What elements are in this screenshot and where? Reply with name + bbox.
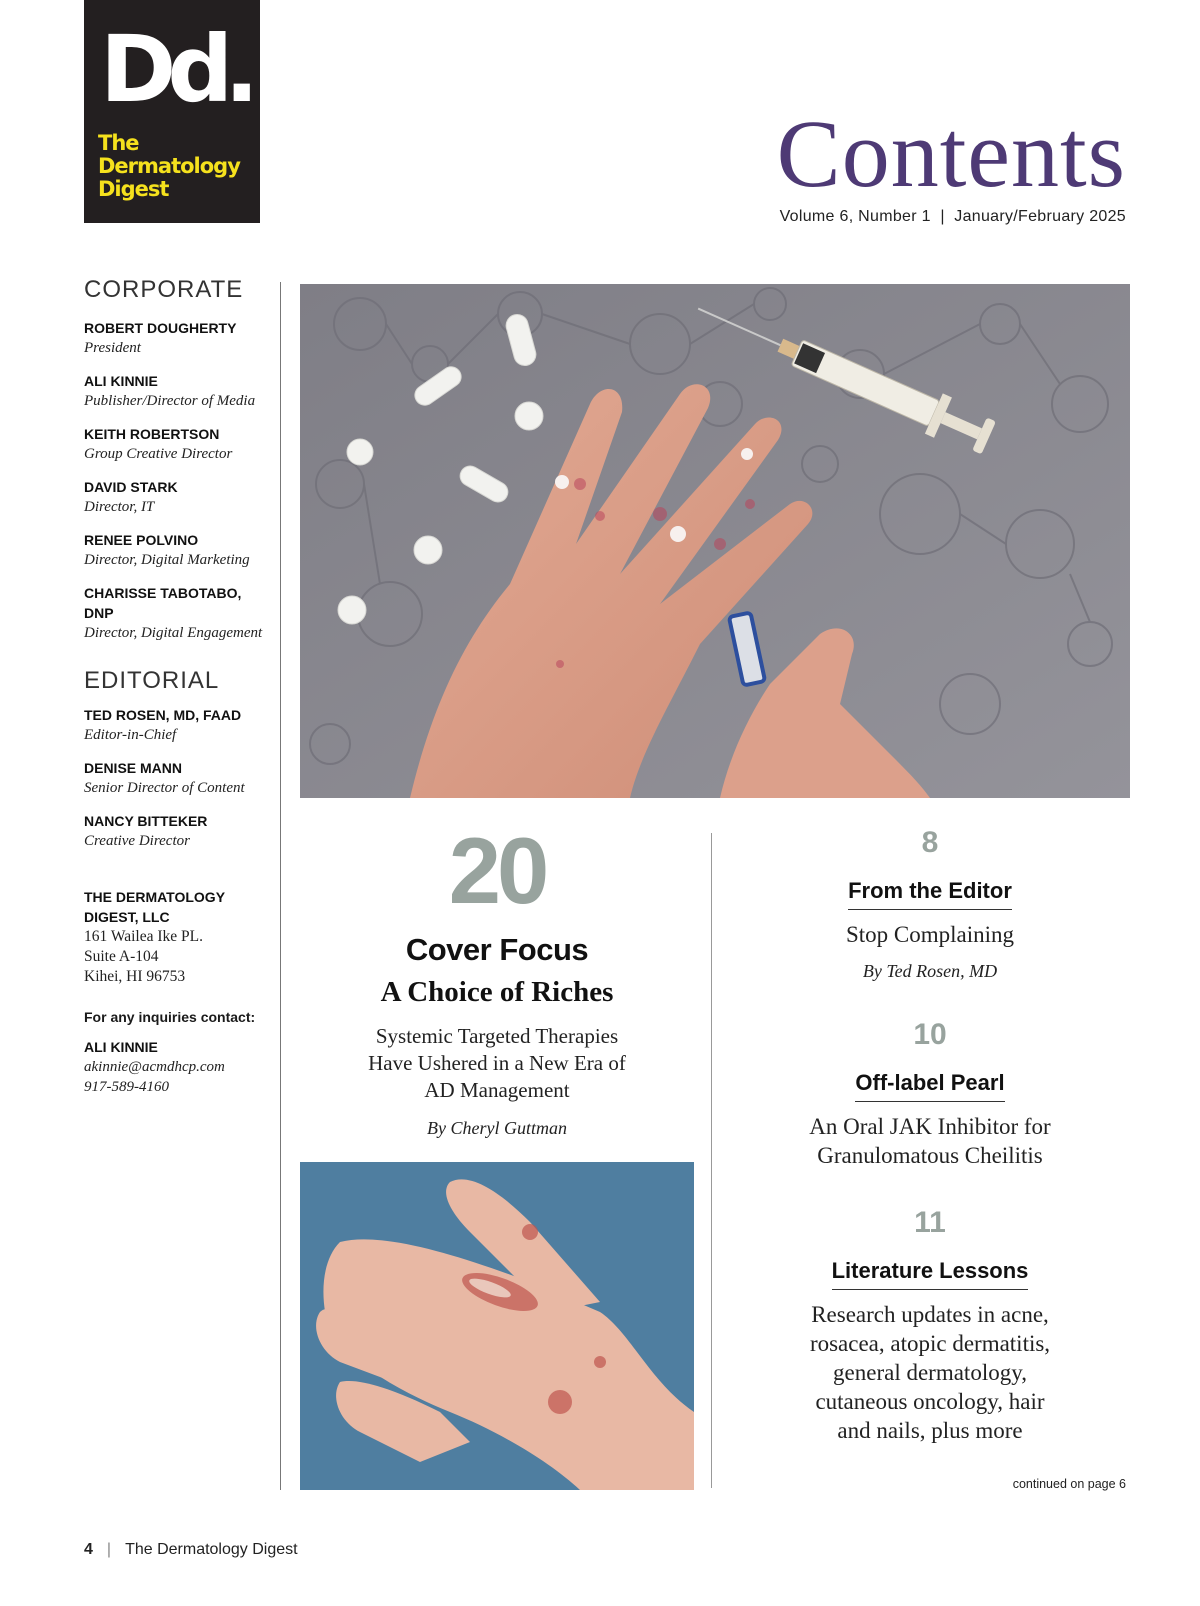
footer-publication: The Dermatology Digest: [125, 1541, 298, 1558]
cover-page-number: 20: [448, 818, 546, 923]
contents-item[interactable]: [740, 1020, 1120, 1170]
masthead-person: [84, 371, 274, 411]
person-name: KEITH ROBERTSON: [84, 426, 220, 442]
person-role: Director, Digital Marketing: [84, 552, 250, 568]
item-headline: Research updates in acne, rosacea, atopic dermatitis, general dermatology, cutaneous oncology, hair and nails, plus more: [809, 1302, 1051, 1443]
person-role: Senior Director of Content: [84, 780, 245, 796]
publication-logo: [84, 0, 260, 223]
footer-page-number: 4: [84, 1541, 93, 1558]
masthead-person: [84, 811, 274, 851]
item-page-number: 11: [914, 1206, 946, 1239]
company-name: THE DERMATOLOGY DIGEST, LLC: [84, 889, 225, 925]
corporate-heading: CORPORATE: [84, 276, 244, 303]
editorial-list: [84, 705, 274, 851]
person-role: Editor-in-Chief: [84, 727, 177, 743]
contact-phone: 917-589-4160: [84, 1079, 169, 1095]
item-department: From the Editor: [848, 878, 1012, 910]
contents-list: [740, 828, 1120, 1473]
item-headline: Stop Complaining: [845, 922, 1015, 947]
cover-dek: Systemic Targeted Therapies Have Ushered in a New Era of AD Management: [368, 1024, 626, 1102]
masthead-person: [84, 477, 274, 517]
contact-email[interactable]: akinnie@acmdhcp.com: [84, 1059, 225, 1075]
masthead-person: [84, 318, 274, 358]
masthead-person: [84, 758, 274, 798]
logo-line-1: The: [98, 131, 139, 155]
item-headline: An Oral JAK Inhibitor for Granulomatous Cheilitis: [809, 1114, 1051, 1168]
address-line-2: Suite A-104: [84, 948, 159, 965]
item-byline: By Ted Rosen, MD: [862, 961, 998, 981]
person-role: Director, IT: [84, 499, 155, 515]
person-role: Group Creative Director: [84, 446, 233, 462]
logo-wordmark: [98, 132, 240, 201]
person-role: Creative Director: [84, 833, 190, 849]
masthead-sidebar: [84, 276, 274, 1097]
cover-headline: A Choice of Riches: [380, 976, 614, 1008]
person-name: DAVID STARK: [84, 479, 178, 495]
address-line-3: Kihei, HI 96753: [84, 968, 186, 985]
item-department: Off-label Pearl: [855, 1070, 1004, 1102]
hero-photo: [300, 284, 1130, 798]
cover-department: Cover Focus: [405, 932, 589, 967]
company-block: [84, 887, 274, 1097]
editorial-heading: EDITORIAL: [84, 667, 220, 694]
item-page-number: 10: [913, 1018, 947, 1051]
masthead-person: [84, 424, 274, 464]
cover-photo: [300, 1162, 694, 1490]
masthead-person: [84, 583, 274, 643]
contents-item[interactable]: [740, 828, 1120, 982]
contact-name: ALI KINNIE: [84, 1039, 158, 1055]
person-name: DENISE MANN: [84, 760, 183, 776]
column-divider: [711, 833, 712, 1488]
sidebar-divider: [280, 282, 281, 1490]
person-name: ROBERT DOUGHERTY: [84, 320, 237, 336]
person-role: Publisher/Director of Media: [84, 393, 256, 409]
logo-line-3: Digest: [98, 177, 169, 201]
person-name: ALI KINNIE: [84, 373, 158, 389]
person-role: President: [84, 340, 141, 356]
address-line-1: 161 Wailea Ike PL.: [84, 928, 203, 945]
masthead-person: [84, 530, 274, 570]
page-title: Contents: [776, 100, 1126, 207]
item-page-number: 8: [921, 826, 939, 859]
logo-line-2: Dermatology: [98, 154, 240, 178]
logo-mark: Dd.: [100, 16, 251, 123]
contents-item[interactable]: [740, 1208, 1120, 1445]
person-name: NANCY BITTEKER: [84, 813, 208, 829]
inquiries-label: For any inquiries contact:: [84, 1009, 256, 1025]
masthead-person: [84, 705, 274, 745]
person-name: RENEE POLVINO: [84, 532, 199, 548]
person-role: Director, Digital Engagement: [84, 625, 263, 641]
cover-byline: By Cheryl Guttman: [427, 1118, 567, 1138]
cover-story[interactable]: [300, 818, 694, 1139]
issue-info: Volume 6, Number 1 | January/February 2025: [779, 208, 1126, 225]
continued-note: continued on page 6: [1012, 1477, 1126, 1491]
person-name: CHARISSE TABOTABO, DNP: [84, 585, 242, 621]
corporate-list: [84, 318, 274, 643]
footer-separator: |: [106, 1541, 112, 1558]
page-footer: [84, 1541, 298, 1559]
item-department: Literature Lessons: [832, 1258, 1029, 1290]
person-name: TED ROSEN, MD, FAAD: [84, 707, 242, 723]
